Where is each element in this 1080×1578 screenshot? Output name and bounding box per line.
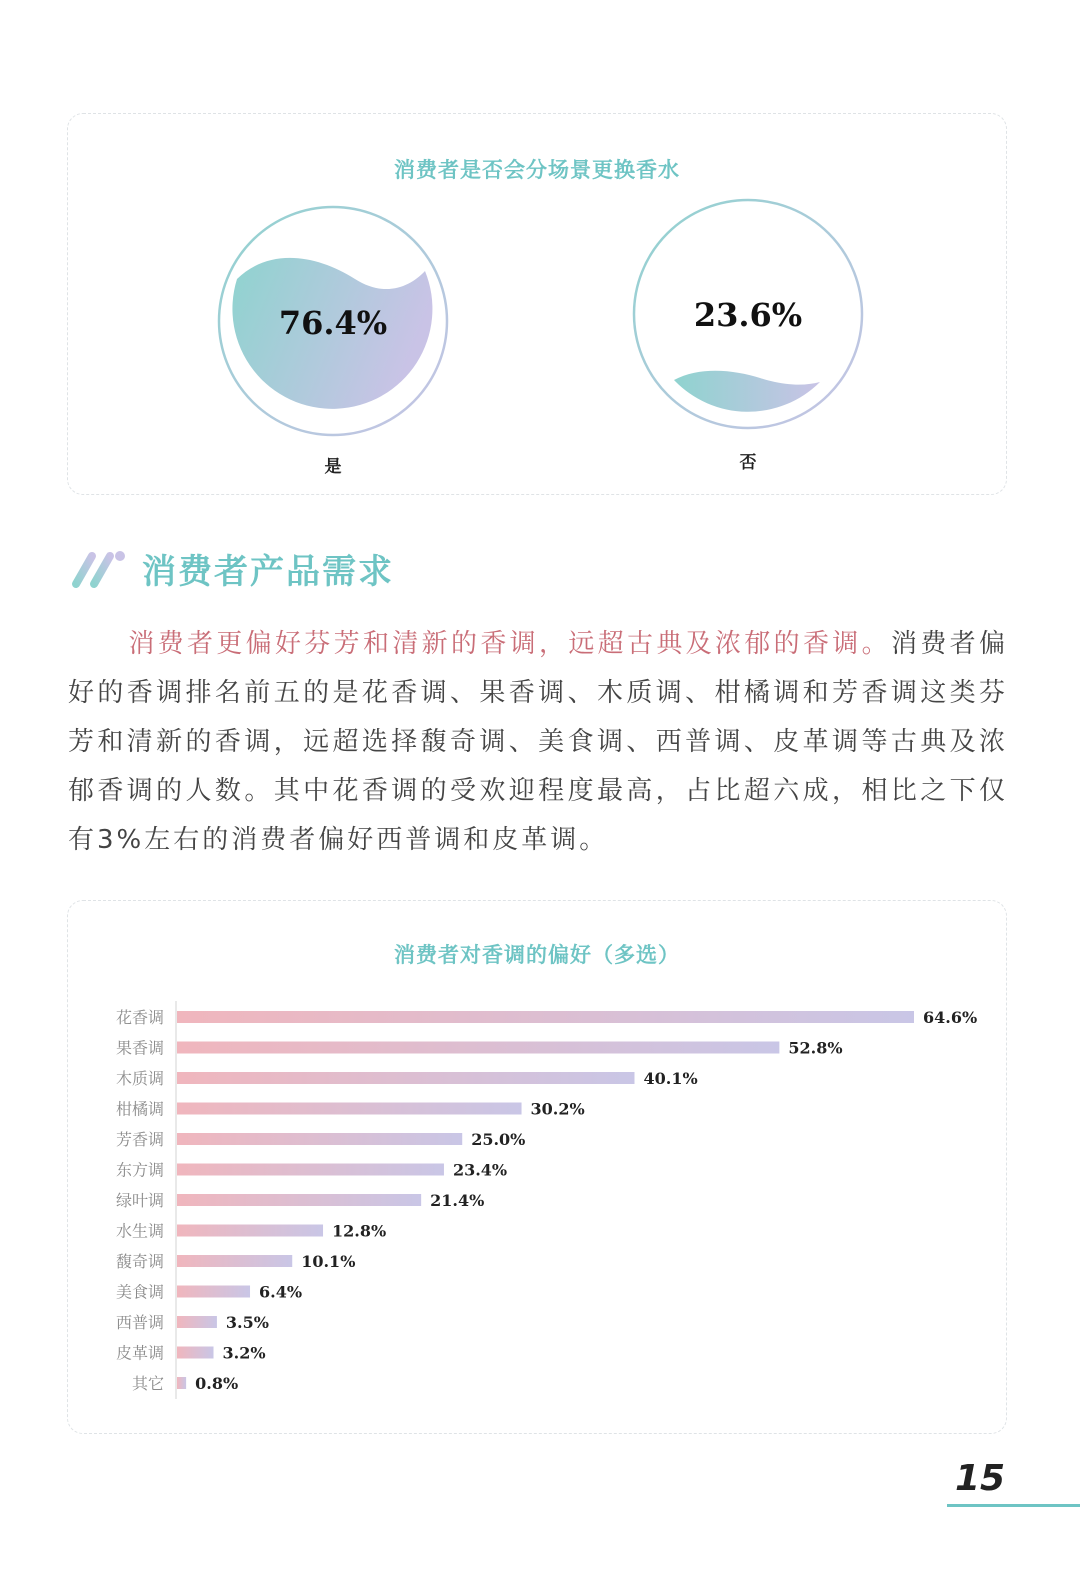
- bubble-yes-value: 76.4%: [278, 304, 388, 342]
- bar: [177, 1042, 779, 1054]
- value-label: 0.8%: [195, 1374, 239, 1393]
- value-label: 64.6%: [923, 1008, 978, 1027]
- category-label: 馥奇调: [115, 1252, 164, 1271]
- value-label: 3.2%: [222, 1343, 266, 1363]
- category-label: 水生调: [115, 1221, 164, 1241]
- category-label: 皮革调: [115, 1343, 164, 1363]
- value-label: 30.2%: [530, 1099, 585, 1119]
- page-number-underline: [947, 1504, 1080, 1507]
- category-label: 绿叶调: [115, 1191, 164, 1210]
- bubble-no-label: 否: [739, 453, 757, 473]
- value-label: 12.8%: [332, 1221, 387, 1241]
- category-label: 木质调: [115, 1069, 164, 1088]
- category-label: 芳香调: [115, 1130, 164, 1149]
- bar: [177, 1133, 462, 1145]
- preference-chart-title: 消费者对香调的偏好（多选）: [394, 943, 680, 967]
- category-label: 果香调: [115, 1038, 164, 1058]
- value-label: 6.4%: [259, 1282, 303, 1302]
- paragraph-highlight: 消费者更偏好芬芳和清新的香调，远超古典及浓郁的香调。: [128, 629, 891, 659]
- bar: [177, 1225, 323, 1237]
- bar: [177, 1286, 250, 1298]
- category-label: 西普调: [115, 1313, 164, 1332]
- bubble-yes-label: 是: [324, 457, 342, 477]
- bar: [177, 1072, 634, 1084]
- bar: [177, 1316, 217, 1328]
- section-title: 消费者产品需求: [142, 551, 394, 592]
- value-label: 23.4%: [452, 1160, 508, 1180]
- page-number: 15: [955, 1458, 1006, 1499]
- category-label: 其它: [131, 1374, 164, 1393]
- bar: [177, 1011, 914, 1023]
- bubble-no-value: 23.6%: [693, 296, 803, 334]
- category-label: 美食调: [115, 1282, 164, 1302]
- bar: [177, 1103, 522, 1115]
- category-label: 东方调: [115, 1160, 164, 1180]
- value-label: 3.5%: [225, 1313, 269, 1332]
- category-label: 花香调: [115, 1008, 164, 1027]
- value-label: 25.0%: [471, 1130, 526, 1149]
- value-label: 40.1%: [643, 1069, 698, 1088]
- value-label: 52.8%: [788, 1038, 843, 1058]
- bar: [177, 1347, 214, 1359]
- bar: [177, 1255, 292, 1267]
- scene-chart-title: 消费者是否会分场景更换香水: [394, 158, 680, 182]
- paragraph-body: 消费者偏好的香调排名前五的是花香调、果香调、木质调、柑橘调和芳香调这类芬芳和清新的香调，远超选择馥奇调、美食调、西普调、皮革调等古典及浓郁香调的人数。其中花香调的受欢迎程度最高，占比超六成，相比之下仅有3%左右的消费者偏好西普调和皮革调。: [68, 629, 1008, 855]
- value-label: 10.1%: [301, 1252, 356, 1271]
- bar: [177, 1194, 421, 1206]
- value-label: 21.4%: [430, 1191, 485, 1210]
- category-label: 柑橘调: [115, 1099, 164, 1119]
- bar: [177, 1164, 444, 1176]
- bar: [177, 1377, 186, 1389]
